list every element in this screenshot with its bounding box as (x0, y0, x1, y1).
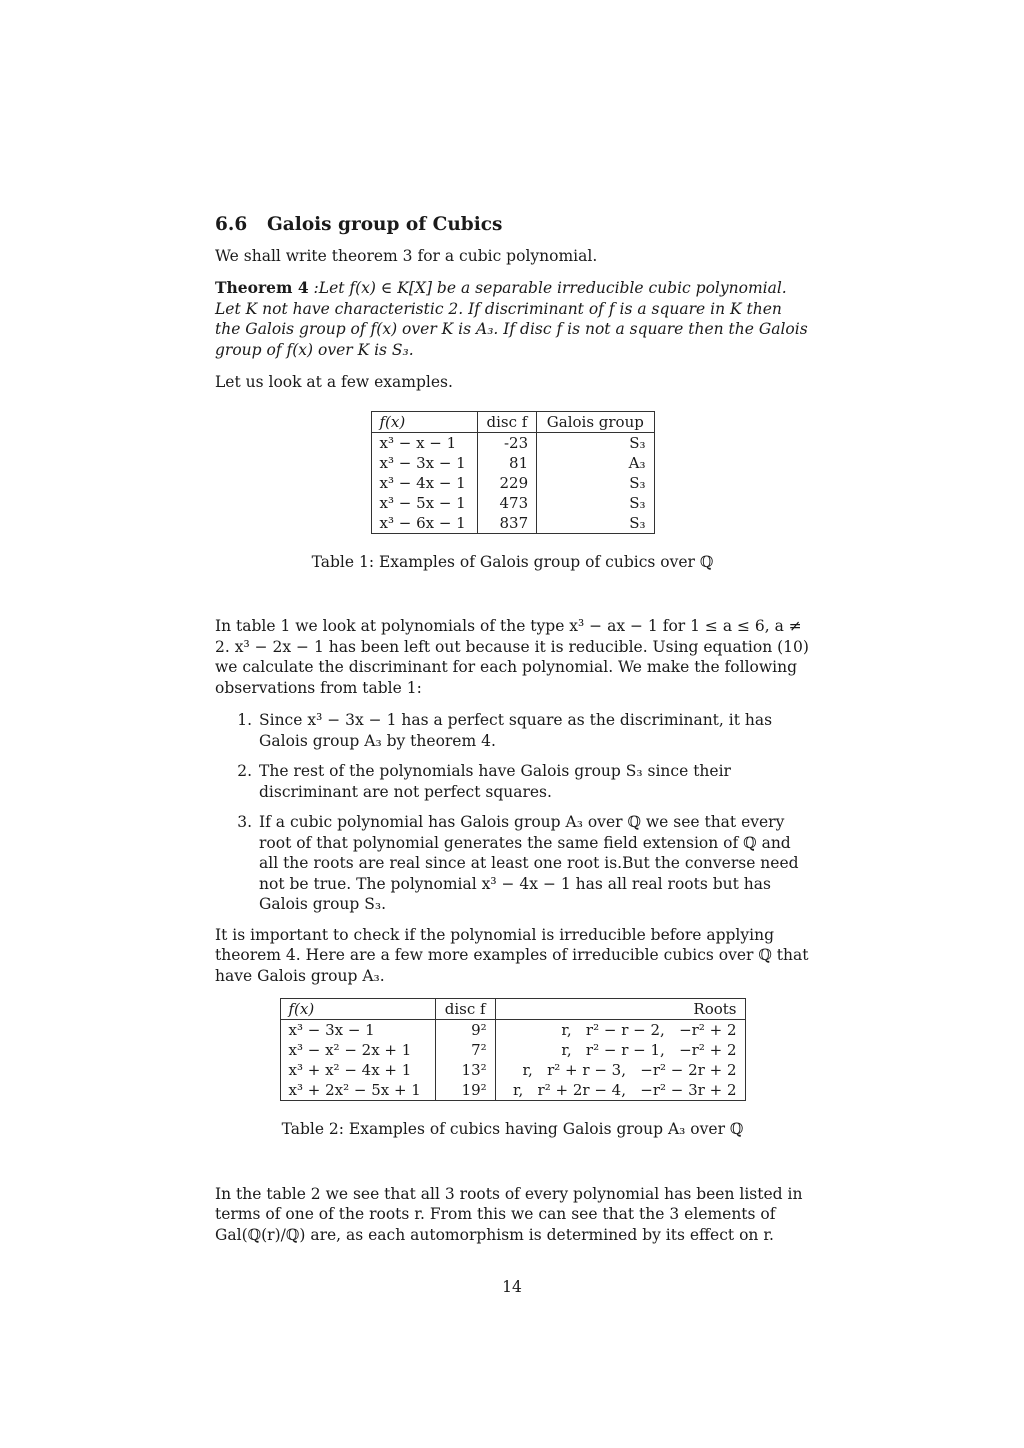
table-cell: 9² (435, 1020, 495, 1041)
table-row (280, 1040, 745, 1060)
header-cell: disc f (477, 411, 536, 432)
list-item: 2. The rest of the polynomials have Galois group S₃ since their discriminant are not perfect squares. (257, 761, 810, 802)
header-cell: f(x) (280, 999, 435, 1020)
section-title: Galois group of Cubics (267, 214, 503, 235)
table-cell: 13² (435, 1060, 495, 1080)
theorem-label: Theorem 4 (215, 278, 309, 297)
header-cell: f(x) (371, 411, 477, 432)
table-cell: x³ − 3x − 1 (371, 453, 477, 473)
section-heading (215, 215, 810, 236)
table-header-row (280, 999, 745, 1020)
table-row (280, 1020, 745, 1041)
table-cell: A₃ (628, 453, 646, 472)
table-cell: 7² (435, 1040, 495, 1060)
table-cell: 229 (477, 473, 536, 493)
paragraph-2: It is important to check if the polynomial is irreducible before applying theorem 4. Here are a few more examples of irreducible cubics over ℚ that have Galois group A₃. (215, 925, 809, 985)
table-cell: x³ + x² − 4x + 1 (280, 1060, 435, 1080)
table-cell: x³ − x² − 2x + 1 (280, 1040, 435, 1060)
list-item: 3. If a cubic polynomial has Galois group A₃ over ℚ we see that every root of that polynomial generates the same field extension of ℚ and all the roots are real since at least one root is.But the converse need not be true. The polynomial x³ − 4x − 1 has all real roots but has Galois group S₃. (257, 812, 810, 915)
header-cell: Roots (495, 999, 745, 1020)
table-row (371, 432, 654, 453)
header-cell: disc f (435, 999, 495, 1020)
table-row (280, 1080, 745, 1101)
table-cell: x³ − 3x − 1 (280, 1020, 435, 1041)
table-cell: -23 (477, 432, 536, 453)
table-header-row (371, 411, 654, 432)
table-row (280, 1060, 745, 1080)
table-row (371, 473, 654, 493)
table-cell: r, r² − r − 2, −r² + 2 (561, 1021, 737, 1039)
observations-list (215, 710, 810, 915)
table-cell: x³ − 4x − 1 (371, 473, 477, 493)
page-number: 14 (502, 1278, 522, 1296)
page-content (215, 215, 810, 1257)
table-1-caption: Table 1: Examples of Galois group of cubics over ℚ (311, 552, 714, 571)
table-cell: 19² (435, 1080, 495, 1101)
table-cell: 473 (477, 493, 536, 513)
header-cell: Galois group (537, 411, 654, 432)
table-1 (371, 411, 655, 534)
table-cell: r, r² + r − 3, −r² − 2r + 2 (522, 1061, 737, 1079)
intro-paragraph: We shall write theorem 3 for a cubic polynomial. (215, 246, 598, 265)
table-row (371, 493, 654, 513)
table-cell: x³ − 5x − 1 (371, 493, 477, 513)
table-cell: x³ − x − 1 (371, 432, 477, 453)
table-cell: x³ + 2x² − 5x + 1 (280, 1080, 435, 1101)
paragraph-1: In table 1 we look at polynomials of the type x³ − ax − 1 for 1 ≤ a ≤ 6, a ≠ 2. x³ − 2x − 1 has been left out because it is reducible. Using equation (10) we calculate the discriminant for each polynomial. We make the following observations from table 1: (215, 617, 809, 697)
paragraph-3: In the table 2 we see that all 3 roots of every polynomial has been listed in terms of one of the roots r. From this we can see that the 3 elements of Gal(ℚ(r)/ℚ) are, as each automorphism is determined by its effect on r. (215, 1184, 803, 1244)
theorem (215, 278, 810, 360)
table-2-caption: Table 2: Examples of cubics having Galois group A₃ over ℚ (281, 1120, 744, 1138)
table-cell: S₃ (629, 493, 646, 512)
table-cell: r, r² + 2r − 4, −r² − 3r + 2 (512, 1081, 737, 1099)
examples-intro: Let us look at a few examples. (215, 373, 453, 391)
table-cell: S₃ (629, 473, 646, 492)
table-cell: S₃ (629, 433, 646, 452)
table-cell: 81 (477, 453, 536, 473)
table-cell: S₃ (629, 513, 646, 532)
table-row (371, 453, 654, 473)
theorem-text: :Let f(x) ∈ K[X] be a separable irreducible cubic polynomial. Let K not have characteristic 2. If discriminant of f is a square in K then the Galois group of f(x) over K is A₃. If disc f is not a square then the Galois group of f(x) over K is S₃. (215, 279, 808, 359)
table-cell: r, r² − r − 1, −r² + 2 (561, 1041, 737, 1059)
list-item: 1. Since x³ − 3x − 1 has a perfect square as the discriminant, it has Galois group A₃ by theorem 4. (257, 710, 810, 751)
table-cell: 837 (477, 513, 536, 534)
table-row (371, 513, 654, 534)
table-2 (280, 998, 746, 1101)
table-cell: x³ − 6x − 1 (371, 513, 477, 534)
section-number: 6.6 (215, 214, 248, 235)
